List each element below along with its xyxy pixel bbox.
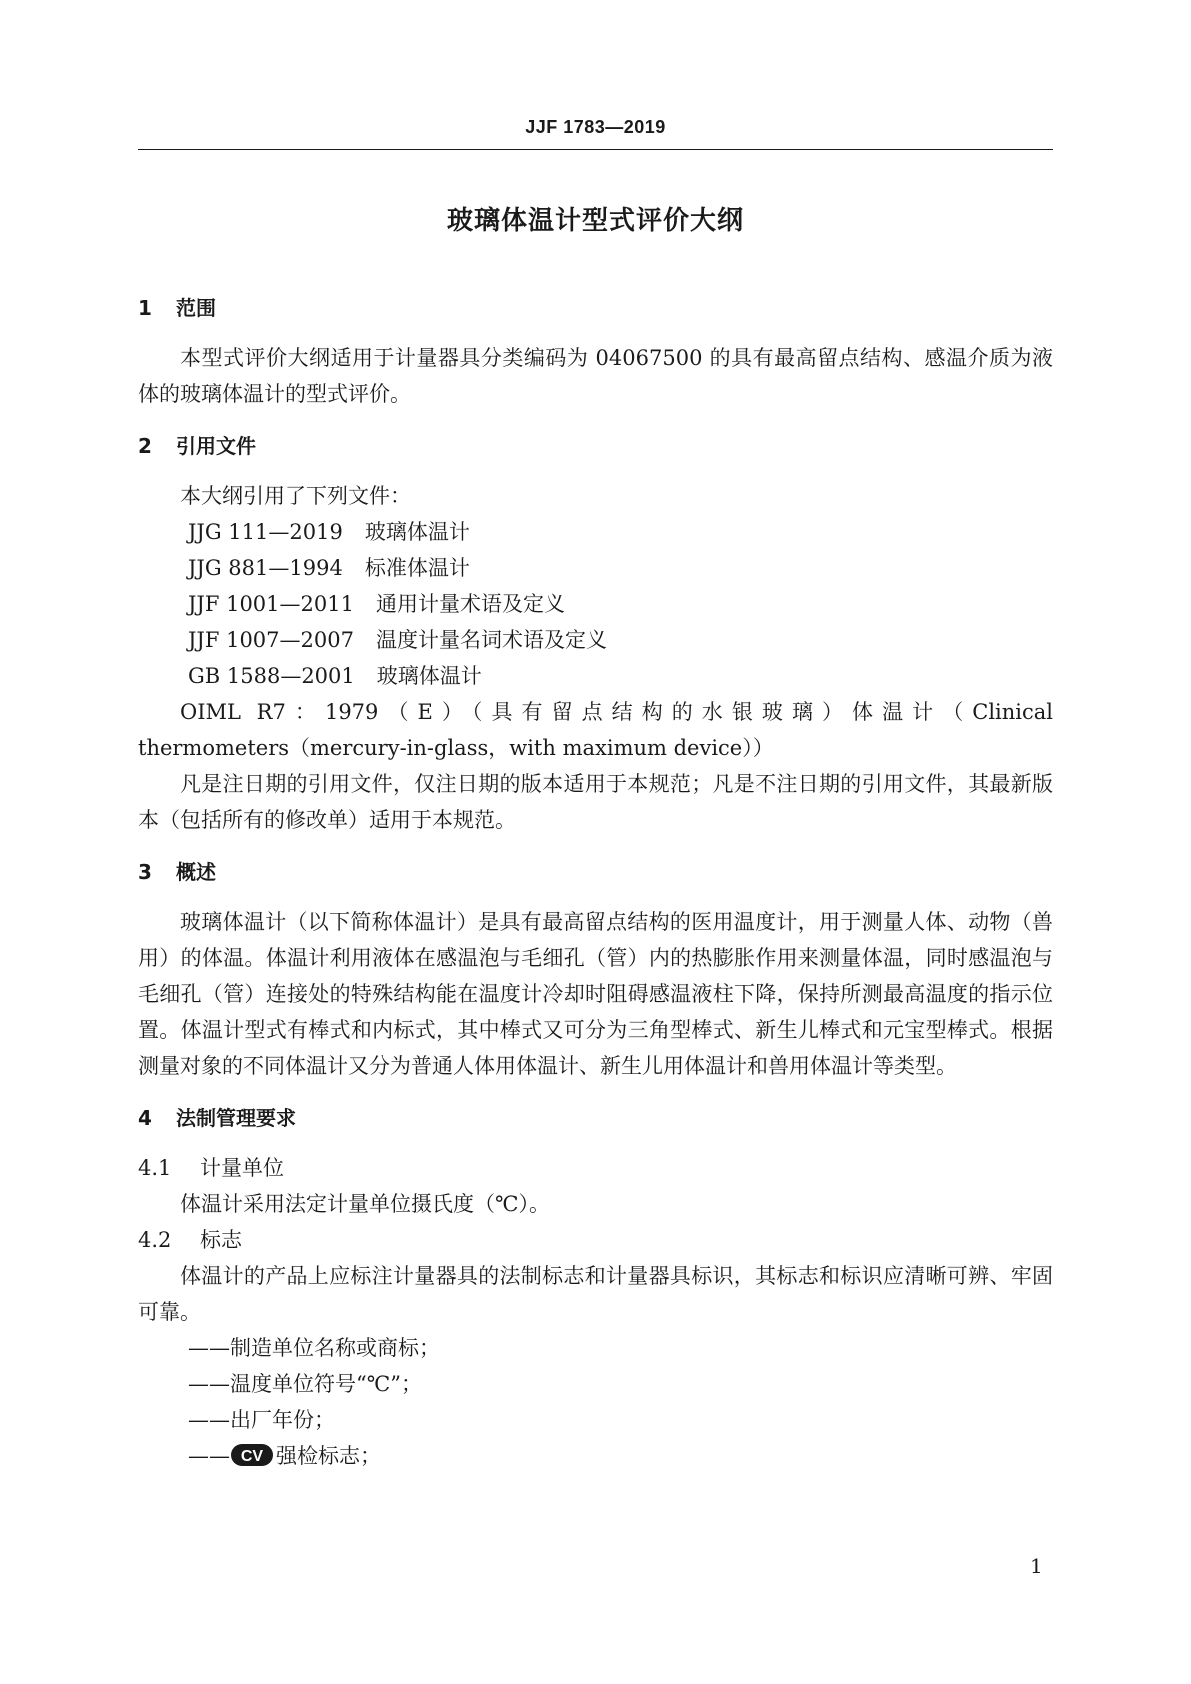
section-4-heading — [138, 1100, 1053, 1136]
section-1-heading — [138, 290, 1053, 326]
document-title: 玻璃体温计型式评价大纲 — [446, 206, 744, 236]
cv-logo-text: CV — [240, 1448, 264, 1465]
subsection-number: 4.2 — [138, 1228, 172, 1252]
section-2-heading — [138, 428, 1053, 464]
section-3-heading — [138, 854, 1053, 890]
section-number: 2 — [138, 434, 152, 458]
marking-list-item: ——温度单位符号“℃”； — [188, 1372, 422, 1396]
subsection-4-2-paragraph: 体温计的产品上应标注计量器具的法制标志和计量器具标识，其标志和标识应清晰可辨、牢固可靠。 — [138, 1264, 1053, 1324]
document-body — [138, 290, 1053, 1474]
cv-mark-icon — [230, 1443, 274, 1467]
reference-code: JJF 1001—2011 — [188, 592, 354, 616]
references-note: 凡是注日期的引用文件，仅注日期的版本适用于本规范；凡是不注日期的引用文件，其最新版本（包括所有的修改单）适用于本规范。 — [138, 772, 1053, 832]
marking-list-item: ——出厂年份； — [188, 1408, 335, 1432]
subsection-title: 计量单位 — [200, 1156, 284, 1180]
page-number: 1 — [1030, 1554, 1043, 1578]
header-divider — [138, 149, 1053, 150]
section-number: 3 — [138, 860, 152, 884]
reference-title: 温度计量名词术语及定义 — [375, 628, 607, 652]
references-intro: 本大纲引用了下列文件： — [180, 484, 411, 508]
reference-code: GB 1588—2001 — [188, 664, 355, 688]
section-3-paragraph: 玻璃体温计（以下简称体温计）是具有最高留点结构的医用温度计，用于测量人体、动物（兽用）的体温。体温计利用液体在感温泡与毛细孔（管）内的热膨胀作用来测量体温，同时感温泡与毛细孔（管）连接处的特殊结构能在温度计冷却时阻碍感温液柱下降，保持所测最高温度的指示位置。体温计型式有棒式和内标式，其中棒式又可分为三角型棒式、新生儿棒式和元宝型棒式。根据测量对象的不同体温计又分为普通人体用体温计、新生儿用体温计和兽用体温计等类型。 — [138, 910, 1053, 1078]
subsection-number: 4.1 — [138, 1156, 172, 1180]
reference-title: 玻璃体温计 — [376, 664, 482, 688]
list-dash: —— — [188, 1444, 230, 1468]
reference-code: JJG 881—1994 — [188, 556, 343, 580]
subsection-title: 标志 — [200, 1228, 242, 1252]
section-title: 概述 — [176, 860, 216, 884]
subsection-4-1-heading — [138, 1150, 1053, 1186]
subsection-4-2-heading — [138, 1222, 1053, 1258]
marking-list-item: ——制造单位名称或商标； — [188, 1336, 440, 1360]
reference-item — [138, 586, 1053, 622]
reference-item — [138, 514, 1053, 550]
section-1-paragraph: 本型式评价大纲适用于计量器具分类编码为 04067500 的具有最高留点结构、感温介质为液体的玻璃体温计的型式评价。 — [138, 346, 1053, 406]
reference-item — [138, 550, 1053, 586]
reference-title: 玻璃体温计 — [364, 520, 470, 544]
document-code-header: JJF 1783—2019 — [525, 117, 666, 137]
section-number: 1 — [138, 296, 152, 320]
reference-title: 通用计量术语及定义 — [375, 592, 565, 616]
oiml-reference-line-1: OIML R7：1979（E）（具有留点结构的水银玻璃）体温计（Clinical — [180, 700, 1053, 724]
section-title: 法制管理要求 — [176, 1106, 296, 1130]
marking-list-item-cv — [138, 1438, 1053, 1474]
cv-mark-label: 强检标志； — [276, 1444, 381, 1468]
section-title: 范围 — [176, 296, 216, 320]
reference-title: 标准体温计 — [364, 556, 470, 580]
reference-code: JJF 1007—2007 — [188, 628, 354, 652]
oiml-reference-line-2: thermometers（mercury-in-glass，with maximum device）） — [138, 736, 774, 760]
subsection-4-1-paragraph: 体温计采用法定计量单位摄氏度（℃）。 — [180, 1192, 550, 1216]
section-title: 引用文件 — [176, 434, 256, 458]
reference-item — [138, 658, 1053, 694]
section-number: 4 — [138, 1106, 152, 1130]
reference-code: JJG 111—2019 — [188, 520, 343, 544]
reference-item — [138, 622, 1053, 658]
